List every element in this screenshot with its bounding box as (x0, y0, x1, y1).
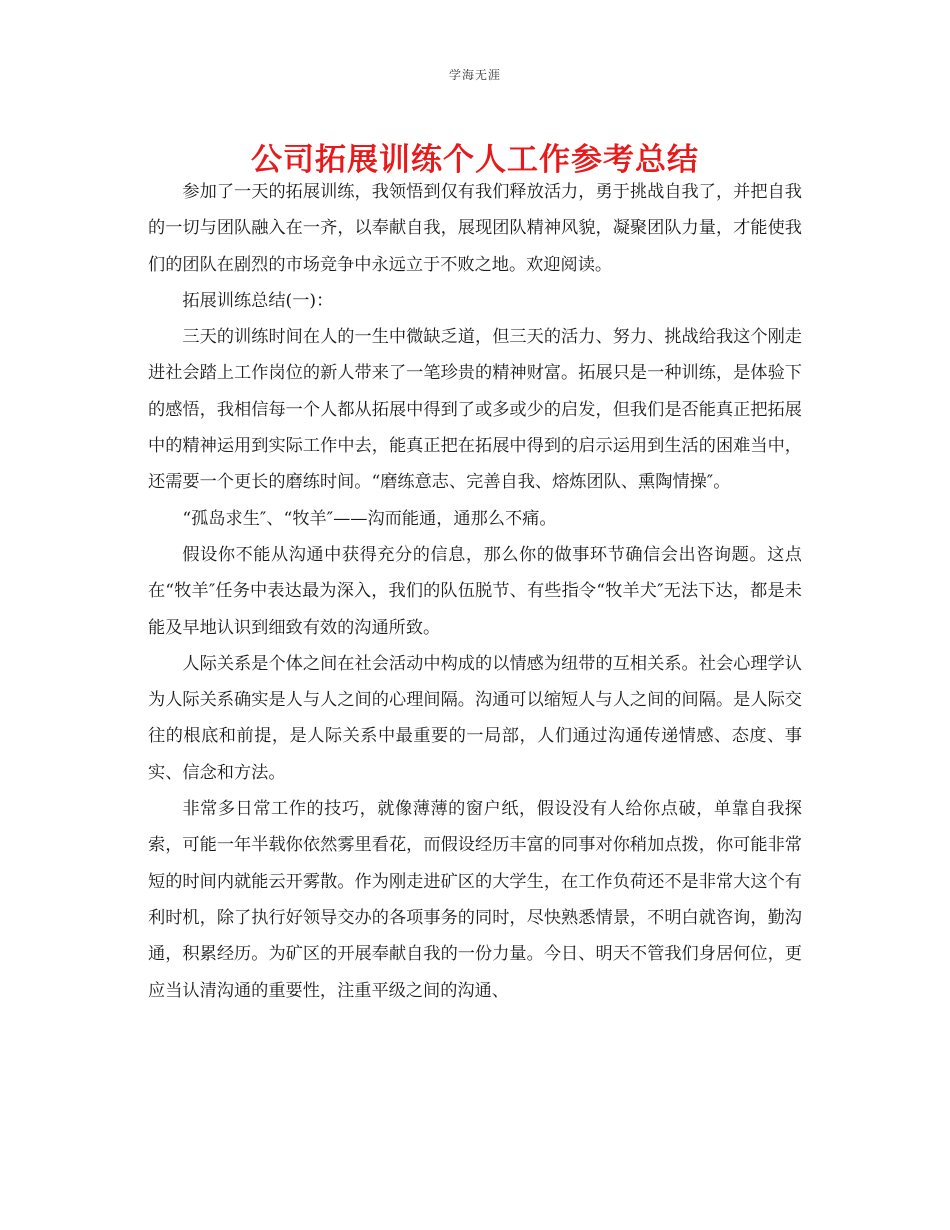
body-paragraph: 三天的训练时间在人的一生中微缺乏道，但三天的活力、努力、挑战给我这个刚走进社会踏上工作岗位的新人带来了一笔珍贵的精神财富。拓展只是一种训练，是体验下的感悟，我相信每一个人都从拓展中得到了或多或少的启发，但我们是否能真正把拓展中的精神运用到实际工作中去，能真正把在拓展中得到的启示运用到生活的困难当中，还需要一个更长的磨练时间。“磨练意志、完善自我、熔炼团队、熏陶情操″。 (148, 327, 802, 493)
document-title: 公司拓展训练个人工作参考总结 (251, 142, 699, 178)
intro-paragraph: 参加了一天的拓展训练，我领悟到仅有我们释放活力，勇于挑战自我了，并把自我的一切与团队融入在一齐，以奉献自我，展现团队精神风貌，凝聚团队力量，才能使我们的团队在剧烈的市场竞争中永远立于不败之地。欢迎阅读。 (148, 182, 802, 275)
page-header: 学海无涯 (448, 68, 501, 82)
body-paragraph: 假设你不能从沟通中获得充分的信息，那么你的做事环节确信会出咨询题。这点在“牧羊″任务中表达最为深入，我们的队伍脱节、有些指令“牧羊犬″无法下达，都是未能及早地认识到细致有效的沟通所致。 (148, 544, 802, 638)
body-paragraph: 非常多日常工作的技巧，就像薄薄的窗户纸，假设没有人给你点破，单靠自我探索，可能一年半载你依然雾里看花，而假设经历丰富的同事对你稍加点拨，你可能非常短的时间内就能云开雾散。作为刚走进矿区的大学生，在工作负荷还不是非常大这个有利时机，除了执行好领导交办的各项事务的同时，尽快熟悉情景，不明白就咨询，勤沟通，积累经历。为矿区的开展奉献自我的一份力量。今日、明天不管我们身居何位，更应当认清沟通的重要性，注重平级之间的沟通、 (148, 799, 802, 1001)
body-paragraph: 人际关系是个体之间在社会活动中构成的以情感为纽带的互相关系。社会心理学认为人际关系确实是人与人之间的心理间隔。沟通可以缩短人与人之间的间隔。是人际交往的根底和前提，是人际关系中最重要的一局部，人们通过沟通传递情感、态度、事实、信念和方法。 (148, 653, 802, 783)
body-paragraph: “孤岛求生″、“牧羊″——沟而能通，通那么不痛。 (182, 508, 557, 529)
section-heading: 拓展训练总结(一)： (182, 290, 334, 311)
document-body (148, 174, 802, 1009)
